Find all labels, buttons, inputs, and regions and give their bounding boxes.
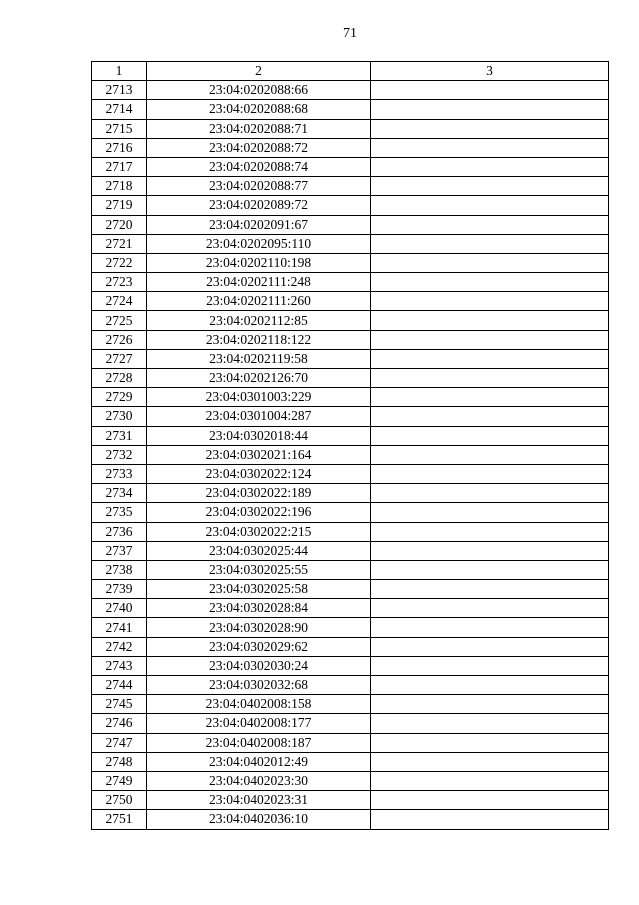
- note-cell: [371, 580, 609, 599]
- table-row: [92, 445, 609, 464]
- note-cell: [371, 253, 609, 272]
- cadastral-number-cell: 23:04:0302022:196: [147, 503, 371, 522]
- table-row: [92, 810, 609, 829]
- row-number-cell: 2717: [92, 157, 147, 176]
- note-cell: [371, 791, 609, 810]
- row-number-cell: 2737: [92, 541, 147, 560]
- cadastral-number-cell: 23:04:0202088:71: [147, 119, 371, 138]
- table-row: [92, 407, 609, 426]
- cadastral-number-cell: 23:04:0402012:49: [147, 752, 371, 771]
- row-number-cell: 2715: [92, 119, 147, 138]
- cadastral-number-cell: 23:04:0302018:44: [147, 426, 371, 445]
- note-cell: [371, 100, 609, 119]
- note-cell: [371, 522, 609, 541]
- cadastral-number-cell: 23:04:0302022:189: [147, 484, 371, 503]
- note-cell: [371, 752, 609, 771]
- row-number-cell: 2736: [92, 522, 147, 541]
- row-number-cell: 2718: [92, 177, 147, 196]
- table-row: [92, 119, 609, 138]
- row-number-cell: 2734: [92, 484, 147, 503]
- note-cell: [371, 388, 609, 407]
- table-row: [92, 791, 609, 810]
- table-row: [92, 676, 609, 695]
- note-cell: [371, 215, 609, 234]
- cadastral-number-cell: 23:04:0202091:67: [147, 215, 371, 234]
- table-row: [92, 599, 609, 618]
- table-row: [92, 81, 609, 100]
- row-number-cell: 2748: [92, 752, 147, 771]
- note-cell: [371, 177, 609, 196]
- cadastral-number-cell: 23:04:0202112:85: [147, 311, 371, 330]
- cadastral-number-cell: 23:04:0302025:55: [147, 560, 371, 579]
- note-cell: [371, 119, 609, 138]
- row-number-cell: 2728: [92, 369, 147, 388]
- table-row: [92, 292, 609, 311]
- table-row: [92, 349, 609, 368]
- row-number-cell: 2741: [92, 618, 147, 637]
- table-header-row: [92, 62, 609, 81]
- cadastral-number-cell: 23:04:0302030:24: [147, 656, 371, 675]
- cadastral-number-cell: 23:04:0202110:198: [147, 253, 371, 272]
- note-cell: [371, 484, 609, 503]
- cadastral-number-cell: 23:04:0301004:287: [147, 407, 371, 426]
- column-header-2: 2: [147, 62, 371, 81]
- cadastral-number-cell: 23:04:0202088:68: [147, 100, 371, 119]
- cadastral-number-cell: 23:04:0402008:177: [147, 714, 371, 733]
- table-row: [92, 388, 609, 407]
- note-cell: [371, 407, 609, 426]
- note-cell: [371, 733, 609, 752]
- table-row: [92, 733, 609, 752]
- row-number-cell: 2713: [92, 81, 147, 100]
- row-number-cell: 2738: [92, 560, 147, 579]
- row-number-cell: 2725: [92, 311, 147, 330]
- note-cell: [371, 714, 609, 733]
- cadastral-number-cell: 23:04:0302028:84: [147, 599, 371, 618]
- cadastral-number-cell: 23:04:0402023:30: [147, 771, 371, 790]
- row-number-cell: 2720: [92, 215, 147, 234]
- table-row: [92, 330, 609, 349]
- table-row: [92, 484, 609, 503]
- note-cell: [371, 810, 609, 829]
- table-row: [92, 522, 609, 541]
- row-number-cell: 2744: [92, 676, 147, 695]
- row-number-cell: 2719: [92, 196, 147, 215]
- row-number-cell: 2735: [92, 503, 147, 522]
- cadastral-number-cell: 23:04:0202118:122: [147, 330, 371, 349]
- table-row: [92, 138, 609, 157]
- row-number-cell: 2726: [92, 330, 147, 349]
- note-cell: [371, 656, 609, 675]
- table-row: [92, 464, 609, 483]
- row-number-cell: 2745: [92, 695, 147, 714]
- table-row: [92, 273, 609, 292]
- cadastral-number-cell: 23:04:0302022:124: [147, 464, 371, 483]
- note-cell: [371, 349, 609, 368]
- cadastral-table: [91, 61, 609, 830]
- note-cell: [371, 445, 609, 464]
- note-cell: [371, 426, 609, 445]
- table-row: [92, 714, 609, 733]
- cadastral-number-cell: 23:04:0202119:58: [147, 349, 371, 368]
- note-cell: [371, 138, 609, 157]
- cadastral-number-cell: 23:04:0202088:77: [147, 177, 371, 196]
- table-row: [92, 369, 609, 388]
- row-number-cell: 2742: [92, 637, 147, 656]
- note-cell: [371, 541, 609, 560]
- cadastral-number-cell: 23:04:0402008:187: [147, 733, 371, 752]
- column-header-3: 3: [371, 62, 609, 81]
- cadastral-number-cell: 23:04:0302021:164: [147, 445, 371, 464]
- note-cell: [371, 618, 609, 637]
- row-number-cell: 2721: [92, 234, 147, 253]
- table-row: [92, 656, 609, 675]
- cadastral-number-cell: 23:04:0202111:260: [147, 292, 371, 311]
- cadastral-number-cell: 23:04:0402023:31: [147, 791, 371, 810]
- table-row: [92, 426, 609, 445]
- cadastral-number-cell: 23:04:0202088:72: [147, 138, 371, 157]
- page-number: 71: [343, 26, 357, 41]
- note-cell: [371, 330, 609, 349]
- row-number-cell: 2739: [92, 580, 147, 599]
- table-row: [92, 234, 609, 253]
- row-number-cell: 2723: [92, 273, 147, 292]
- note-cell: [371, 503, 609, 522]
- note-cell: [371, 637, 609, 656]
- row-number-cell: 2731: [92, 426, 147, 445]
- row-number-cell: 2724: [92, 292, 147, 311]
- row-number-cell: 2730: [92, 407, 147, 426]
- row-number-cell: 2751: [92, 810, 147, 829]
- cadastral-number-cell: 23:04:0302025:44: [147, 541, 371, 560]
- table-row: [92, 215, 609, 234]
- table-row: [92, 752, 609, 771]
- cadastral-number-cell: 23:04:0202088:74: [147, 157, 371, 176]
- note-cell: [371, 311, 609, 330]
- cadastral-number-cell: 23:04:0302028:90: [147, 618, 371, 637]
- note-cell: [371, 676, 609, 695]
- table-row: [92, 560, 609, 579]
- note-cell: [371, 369, 609, 388]
- cadastral-number-cell: 23:04:0202095:110: [147, 234, 371, 253]
- row-number-cell: 2743: [92, 656, 147, 675]
- cadastral-number-cell: 23:04:0302025:58: [147, 580, 371, 599]
- column-header-1: 1: [92, 62, 147, 81]
- note-cell: [371, 771, 609, 790]
- row-number-cell: 2729: [92, 388, 147, 407]
- cadastral-number-cell: 23:04:0402036:10: [147, 810, 371, 829]
- row-number-cell: 2740: [92, 599, 147, 618]
- row-number-cell: 2749: [92, 771, 147, 790]
- table-row: [92, 253, 609, 272]
- note-cell: [371, 292, 609, 311]
- note-cell: [371, 273, 609, 292]
- row-number-cell: 2716: [92, 138, 147, 157]
- row-number-cell: 2732: [92, 445, 147, 464]
- row-number-cell: 2746: [92, 714, 147, 733]
- table-row: [92, 177, 609, 196]
- table-row: [92, 695, 609, 714]
- table-row: [92, 311, 609, 330]
- row-number-cell: 2747: [92, 733, 147, 752]
- table-body: [92, 81, 609, 829]
- note-cell: [371, 234, 609, 253]
- row-number-cell: 2727: [92, 349, 147, 368]
- cadastral-number-cell: 23:04:0202126:70: [147, 369, 371, 388]
- table-row: [92, 503, 609, 522]
- note-cell: [371, 695, 609, 714]
- cadastral-number-cell: 23:04:0202111:248: [147, 273, 371, 292]
- table-row: [92, 637, 609, 656]
- cadastral-number-cell: 23:04:0202088:66: [147, 81, 371, 100]
- note-cell: [371, 464, 609, 483]
- cadastral-number-cell: 23:04:0202089:72: [147, 196, 371, 215]
- table-row: [92, 541, 609, 560]
- table-row: [92, 157, 609, 176]
- cadastral-number-cell: 23:04:0302029:62: [147, 637, 371, 656]
- cadastral-number-cell: 23:04:0402008:158: [147, 695, 371, 714]
- table-row: [92, 618, 609, 637]
- cadastral-number-cell: 23:04:0302022:215: [147, 522, 371, 541]
- cadastral-number-cell: 23:04:0302032:68: [147, 676, 371, 695]
- table-row: [92, 580, 609, 599]
- row-number-cell: 2750: [92, 791, 147, 810]
- cadastral-number-cell: 23:04:0301003:229: [147, 388, 371, 407]
- note-cell: [371, 196, 609, 215]
- row-number-cell: 2733: [92, 464, 147, 483]
- table-row: [92, 771, 609, 790]
- note-cell: [371, 157, 609, 176]
- note-cell: [371, 599, 609, 618]
- row-number-cell: 2722: [92, 253, 147, 272]
- table-row: [92, 196, 609, 215]
- table-row: [92, 100, 609, 119]
- note-cell: [371, 560, 609, 579]
- note-cell: [371, 81, 609, 100]
- row-number-cell: 2714: [92, 100, 147, 119]
